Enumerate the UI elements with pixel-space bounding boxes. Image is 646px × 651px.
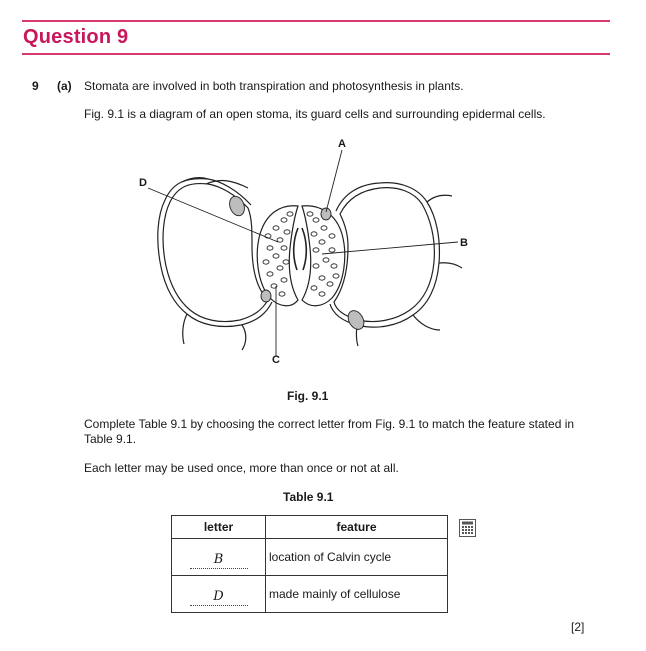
table-row	[172, 576, 448, 613]
table-header-row	[172, 516, 448, 539]
answer-cell[interactable]	[172, 539, 266, 576]
answer-table	[171, 515, 448, 613]
diagram-label-b: B	[460, 237, 468, 249]
question-part: (a)	[57, 79, 72, 93]
diagram-label-a: A	[338, 138, 346, 150]
header-letter: letter	[172, 516, 266, 539]
question-title: Question 9	[23, 26, 129, 48]
header-rule-bottom	[22, 53, 610, 55]
question-intro: Stomata are involved in both transpiration and photosynthesis in plants.	[84, 79, 464, 93]
feature-cell: made mainly of cellulose	[266, 576, 448, 613]
stoma-drawing	[130, 138, 490, 368]
figure-description: Fig. 9.1 is a diagram of an open stoma, its guard cells and surrounding epidermal cells.	[84, 107, 546, 121]
instruction-line-2: Table 9.1.	[84, 432, 137, 446]
header-feature: feature	[266, 516, 448, 539]
figure-caption: Fig. 9.1	[287, 389, 329, 403]
header-rule-top	[22, 20, 610, 22]
marks-available: [2]	[571, 620, 585, 634]
question-number: 9	[32, 79, 39, 93]
feature-cell: location of Calvin cycle	[266, 539, 448, 576]
answer-field[interactable]: B	[190, 552, 248, 569]
table-caption: Table 9.1	[283, 490, 334, 504]
answer-cell[interactable]	[172, 576, 266, 613]
calculator-icon[interactable]	[459, 519, 476, 537]
stoma-diagram	[130, 138, 490, 368]
answer-field[interactable]: D	[190, 589, 248, 606]
diagram-label-d: D	[139, 177, 147, 189]
instruction-line-1: Complete Table 9.1 by choosing the correct letter from Fig. 9.1 to match the feature stated in	[84, 417, 575, 431]
instruction-note: Each letter may be used once, more than once or not at all.	[84, 461, 399, 475]
table-row	[172, 539, 448, 576]
diagram-label-c: C	[272, 354, 280, 366]
